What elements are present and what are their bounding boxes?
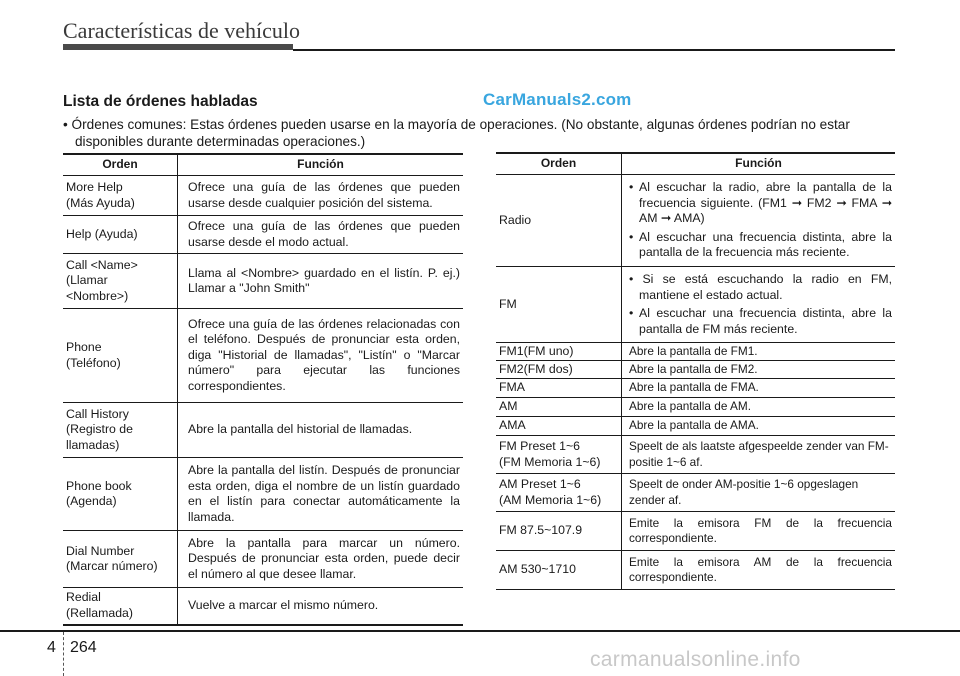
- header-rule: [293, 49, 895, 51]
- column-header-function: Función: [178, 154, 464, 176]
- command-cell: Call History (Registro de llamadas): [63, 403, 178, 458]
- function-bullet: • Al escuchar la radio, abre la pantalla de la frecuencia siguiente. (FM1 ➞ FM2 ➞ FMA ➞ AM ➞ AMA): [629, 180, 892, 226]
- command-cell: Radio: [496, 175, 622, 267]
- table-row: [496, 379, 895, 398]
- command-cell: Dial Number (Marcar número): [63, 531, 178, 588]
- function-cell: Abre la pantalla del listín. Después de pronunciar esta orden, diga el nombre de un listín guardado en el listín para conectar automáticamente la llamada.: [178, 458, 464, 531]
- table-row: [496, 267, 895, 343]
- command-cell: FM Preset 1~6 (FM Memoria 1~6): [496, 436, 622, 474]
- page-number: 264: [70, 639, 97, 656]
- command-cell: FM: [496, 267, 622, 343]
- function-bullet: • Si se está escuchando la radio en FM, mantiene el estado actual.: [629, 272, 892, 302]
- function-cell: Speelt de als laatste afgespeelde zender van FM-positie 1~6 af.: [622, 436, 896, 474]
- function-cell: Abre la pantalla de FM1.: [622, 343, 896, 361]
- table-row: [496, 175, 895, 267]
- command-cell: FM1(FM uno): [496, 343, 622, 361]
- command-cell: FMA: [496, 379, 622, 398]
- header-bar: [63, 44, 293, 50]
- function-cell: Emite la emisora FM de la frecuencia correspondiente.: [622, 512, 896, 551]
- function-bullet: • Al escuchar una frecuencia distinta, abre la pantalla de FM más reciente.: [629, 306, 892, 336]
- function-cell: Abre la pantalla de FMA.: [622, 379, 896, 398]
- table-row: [63, 458, 463, 531]
- command-cell: AM Preset 1~6 (AM Memoria 1~6): [496, 474, 622, 512]
- function-cell: Abre la pantalla del historial de llamadas.: [178, 403, 464, 458]
- function-cell: Abre la pantalla de FM2.: [622, 361, 896, 379]
- column-header-function: Función: [622, 153, 896, 175]
- function-cell: [622, 175, 896, 267]
- command-cell: Call <Name> (Llamar <Nombre>): [63, 254, 178, 309]
- table-row: [496, 436, 895, 474]
- commands-table-left: [63, 153, 463, 626]
- command-cell: Phone (Teléfono): [63, 309, 178, 403]
- footer-rule: [0, 630, 960, 632]
- function-cell: Vuelve a marcar el mismo número.: [178, 588, 464, 625]
- table-row: [496, 343, 895, 361]
- watermark: CarManuals2.com: [483, 90, 632, 109]
- command-cell: AMA: [496, 417, 622, 436]
- page-heading: Lista de órdenes habladas: [63, 93, 258, 110]
- table-row: [63, 531, 463, 588]
- column-header-order: Orden: [63, 154, 178, 176]
- command-cell: Redial (Rellamada): [63, 588, 178, 625]
- section-title: Características de vehículo: [63, 18, 301, 43]
- column-header-order: Orden: [496, 153, 622, 175]
- table-row: [496, 551, 895, 590]
- table-row: [496, 417, 895, 436]
- command-cell: FM 87.5~107.9: [496, 512, 622, 551]
- table-row: [496, 512, 895, 551]
- table-row: [63, 403, 463, 458]
- intro-paragraph: • Órdenes comunes: Estas órdenes pueden usarse en la mayoría de operaciones. (No obstante, algunas órdenes podrían no estar disponibles durante determinadas operaciones.): [63, 117, 850, 149]
- function-cell: Abre la pantalla para marcar un número. Después de pronunciar esta orden, puede decir el número al que desee llamar.: [178, 531, 464, 588]
- chapter-number: 4: [47, 639, 56, 656]
- table-row: [63, 309, 463, 403]
- function-cell: Emite la emisora AM de la frecuencia correspondiente.: [622, 551, 896, 590]
- commands-table-right: [496, 152, 895, 590]
- table-row: [63, 216, 463, 254]
- table-row: [496, 361, 895, 379]
- command-cell: More Help (Más Ayuda): [63, 176, 178, 216]
- command-cell: AM 530~1710: [496, 551, 622, 590]
- function-cell: [622, 267, 896, 343]
- function-cell: Llama al <Nombre> guardado en el listín. P. ej.) Llamar a "John Smith": [178, 254, 464, 309]
- table-row: [63, 176, 463, 216]
- command-cell: AM: [496, 398, 622, 417]
- table-row: [63, 254, 463, 309]
- function-cell: Ofrece una guía de las órdenes relacionadas con el teléfono. Después de pronunciar esta orden, diga "Historial de llamadas", "Listín" o "Marcar número" para ejecutar las funciones correspondientes.: [178, 309, 464, 403]
- function-cell: Ofrece una guía de las órdenes que pueden usarse desde cualquier posición del sistema.: [178, 176, 464, 216]
- function-cell: Ofrece una guía de las órdenes que pueden usarse desde el modo actual.: [178, 216, 464, 254]
- function-cell: Speelt de onder AM-positie 1~6 opgeslagen zender af.: [622, 474, 896, 512]
- table-row: [496, 474, 895, 512]
- table-row: [496, 398, 895, 417]
- function-bullet: • Al escuchar una frecuencia distinta, abre la pantalla de la frecuencia más reciente.: [629, 229, 892, 260]
- footer-divider: [63, 632, 64, 676]
- table-row: [63, 588, 463, 625]
- footer-watermark: carmanualsonline.info: [590, 648, 801, 671]
- command-cell: Phone book (Agenda): [63, 458, 178, 531]
- command-cell: FM2(FM dos): [496, 361, 622, 379]
- command-cell: Help (Ayuda): [63, 216, 178, 254]
- function-cell: Abre la pantalla de AMA.: [622, 417, 896, 436]
- function-cell: Abre la pantalla de AM.: [622, 398, 896, 417]
